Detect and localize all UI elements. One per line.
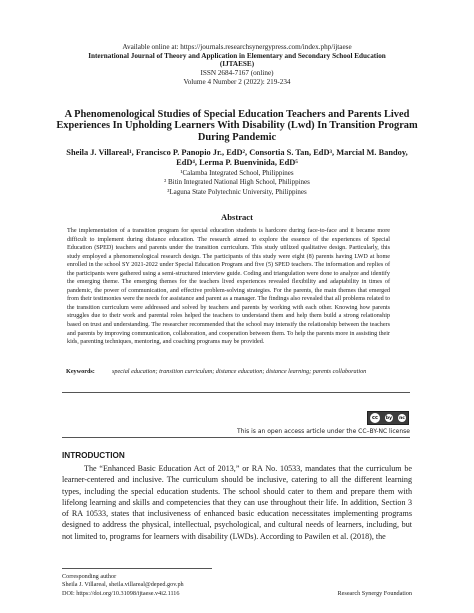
license-text: This is an open access article under the CC–BY-NC license <box>236 428 410 435</box>
keywords-value: special education; transition curriculum; distance education; distance learning; parents collaboration <box>112 368 367 375</box>
corresponding-contact: Sheila J. Villareal, sheila.villareal@deped.gov.ph <box>62 581 184 589</box>
introduction-text: The “Enhanced Basic Education Act of 2013,” or RA No. 10533, mandates that the curriculum be learner-centered and inclusive. The curriculum should be inclusive, catering to all the different learning types, including the special education students. The school should cater to them and prepare them with lifelong learning and skills and competencies that they can use throughout their life. In addition, Section 3 of RA 10533, states that inclusiveness of enhanced basic education necessitates implementing programs designed to address the physical, intellectual, psychological, and cultural needs of learners, including, but not limited to, programs for learners with disability (LWDs). According to Pawilen et al. (2018), the <box>62 464 412 541</box>
affiliation-2: ² Bitin Integrated National High School, Philippines <box>164 178 310 187</box>
footnote-rule <box>62 568 212 569</box>
volume-info: Volume 4 Number 2 (2022): 219-234 <box>183 77 291 86</box>
cc-by-nc-badge[interactable] <box>367 411 409 425</box>
doi-link[interactable]: DOI: https://doi.org/10.31098/ijtaese.v4i2.1116 <box>62 589 180 597</box>
cc-icon: cc <box>370 413 380 423</box>
publisher-name: Research Synergy Foundation <box>337 589 412 597</box>
affiliations <box>0 169 474 197</box>
abstract-text: The implementation of a transition program for special education students is hardcore during face-to-face and it became more difficult to implement during distance education. The research aimed to explore the essence of the experiences of Special Education (SPED) teachers and parents under the transition curriculum. This study utilized qualitative design. Particularly, this study employed a phenomenological research design. The participants of this study were eight (8) parents having LWD at home enrolled in the school SY 2021-2022 under Special Education Program and five (5) SPED teachers. The information and replies of the participants were gathered using a semi-structured interview guide. Coding and triangulation were done to analyze and identify the emerging theme. The emerging themes for the teachers lived experiences revealed flexibility and adaptability in times of pandemic, the power of communication, and effective problem-solving strategies. For the parents, the main themes that emerged from their testimonies were the needs for assistance and parent as a manager. The findings also revealed that all problems related to the transition curriculum were addressed and solved by teachers and parents by working with each other. Knowing how parents struggles due to their work and parental roles helped the teachers to understand them and help them build a strong relationship based on trust and understanding. The researcher recommended that the school may intensify the relationship between the teachers and parents by improving communication, collaboration, and cooperation between them. To help the parents more in assisting their kids, parenting techniques, mentoring, and coaching programs may be provided. <box>67 228 390 346</box>
nc-icon: nc <box>399 415 405 421</box>
journal-name: International Journal of Theory and Application in Elementary and Secondary School Education <box>88 51 386 60</box>
issn: ISSN 2684-7167 (online) <box>200 69 274 78</box>
page-footer <box>62 573 412 598</box>
paper-title: A Phenomenological Studies of Special Education Teachers and Parents Lived Experiences In Upholding Learners With Disability (Lwd) In Transition Program During Pandemic <box>56 109 418 143</box>
introduction-heading: INTRODUCTION <box>62 451 125 460</box>
keywords-label: Keywords: <box>66 368 95 375</box>
available-online-line: Available online at: https://journals.researchsynergypress.com/index.php/ijtaese <box>122 43 352 51</box>
journal-header <box>0 43 474 87</box>
affiliation-1: ¹Calamba Integrated School, Philippines <box>180 169 294 177</box>
divider-bottom <box>62 437 410 438</box>
abstract-heading: Abstract <box>221 212 253 222</box>
divider-top <box>62 392 410 393</box>
journal-abbrev: (IJTAESE) <box>219 60 255 69</box>
corresponding-label: Corresponding author <box>62 573 117 580</box>
by-icon: by <box>385 415 393 421</box>
affiliation-3: ³Laguna State Polytechnic University, Philippines <box>167 187 307 196</box>
keywords <box>66 368 396 376</box>
author-list: Sheila J. Villareal¹, Francisco P. Panopio Jr., EdD², Consortia S. Tan, EdD³, Marcial M. Bandoy, EdD⁴, Lerma P. Buenvinida, EdD⁵ <box>66 148 408 168</box>
